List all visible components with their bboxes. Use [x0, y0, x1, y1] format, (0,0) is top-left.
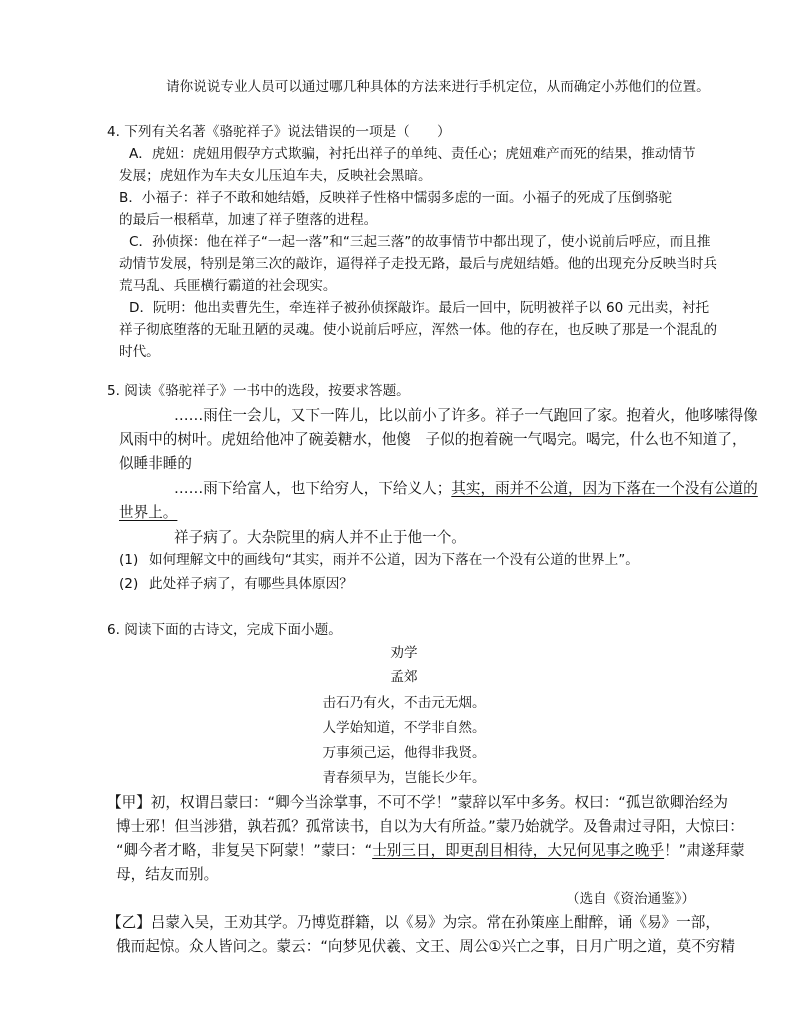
- q4-option-a-line2: 发展；虎妞作为车夫女儿压迫车夫，反映社会黑暗。: [119, 168, 432, 184]
- q5-subq1-number: (1): [119, 552, 139, 568]
- passage-jia-underlined: 士别三日，即更刮目相待，大兄何见事之晚乎: [372, 842, 665, 859]
- passage-jia-source: （选自《资治通鉴》）: [566, 891, 696, 907]
- q5-underlined-sentence-part2: 世界上。: [119, 504, 178, 521]
- passage-jia-line3-start: “卿今者才略，非复吴下阿蒙！”蒙曰：“: [116, 842, 373, 859]
- poem-verse-4: 青春须早为，岂能长少年。: [322, 770, 486, 786]
- passage-jia-line3: [116, 840, 745, 862]
- q5-passage-line1: ……雨住一会儿，又下一阵儿，比以前小了许多。祥子一气跑回了家。抱着火，他哆嗦得像: [174, 407, 758, 424]
- q5-passage-line3: 似睡非睡的: [119, 455, 192, 472]
- poem-title: 劝学: [390, 645, 418, 661]
- intro-question: 请你说说专业人员可以通过哪几种具体的方法来进行手机定位，从而确定小苏他们的位置。: [166, 79, 710, 95]
- q5-passage-line6: 祥子病了。大杂院里的病人并不止于他一个。: [174, 529, 466, 546]
- passage-jia-line1: 【甲】初，权谓吕蒙曰：“卿今当涂掌事，不可不学！”蒙辞以军中多务。权曰：“孤岂欲卿治经为: [107, 794, 729, 811]
- passage-yi-line2: 俄而起惊。众人皆问之。蒙云：“向梦见伏羲、文王、周公①兴亡之事，日月广明之道，莫不穷精: [116, 938, 735, 955]
- q4-option-c-line1: C．孙侦探：他在祥子“一起一落”和“三起三落”的故事情节中都出现了，使小说前后呼应，而且推: [129, 234, 711, 250]
- q4-option-c-line3: 荒马乱、兵匪横行霸道的社会现实。: [119, 278, 337, 294]
- q4-option-d-line3: 时代。: [119, 344, 160, 360]
- passage-jia-line2: 博士邪！但当涉猎，孰若孤？孤常读书，自以为大有所益。”蒙乃始就学。及鲁肃过寻阳，大惊曰：: [116, 818, 744, 835]
- q5-passage-line4: [174, 478, 758, 500]
- q4-option-c-line2: 动情节发展，特别是第三次的敲诈，逼得祥子走投无路，最后与虎妞结婚。他的出现充分反映当时兵: [119, 256, 718, 272]
- q5-passage-line2: 风雨中的树叶。虎妞给他冲了碗姜糖水，他傻 子似的抱着碗一气喝完。喝完，什么也不知道了，: [119, 431, 747, 448]
- q5-subq1: 如何理解文中的画线句“其实，雨并不公道，因为下落在一个没有公道的世界上”。: [149, 552, 639, 568]
- poem-verse-2: 人学始知道，不学非自然。: [322, 720, 486, 736]
- q4-option-d-line1: D．阮明：他出卖曹先生，牵连祥子被孙侦探敲诈。最后一回中，阮明被祥子以 60 元出卖，衬托: [129, 300, 710, 316]
- passage-jia-line3-end: ！”肃遂拜蒙: [664, 842, 745, 859]
- q5-subq2: 此处祥子病了，有哪些具体原因？: [149, 576, 353, 592]
- q5-stem: 5. 阅读《骆驼祥子》一书中的选段，按要求答题。: [107, 383, 410, 399]
- poem-verse-3: 万事须己运，他得非我贤。: [322, 745, 486, 761]
- q4-option-b-line1: B．小福子：祥子不敢和她结婚，反映祥子性格中懦弱多虑的一面。小福子的死成了压倒骆驼: [119, 190, 673, 206]
- poem-verse-1: 击石乃有火，不击元无烟。: [322, 695, 486, 711]
- q5-subq2-number: (2): [119, 576, 139, 592]
- q6-stem: 6. 阅读下面的古诗文，完成下面小题。: [107, 622, 342, 638]
- q4-option-b-line2: 的最后一根稻草，加速了祥子堕落的进程。: [119, 212, 378, 228]
- q4-option-a-line1: A．虎妞：虎妞用假孕方式欺骗，衬托出祥子的单纯、责任心；虎妞难产而死的结果，推动情节: [129, 146, 696, 162]
- q4-stem: 4. 下列有关名著《骆驼祥子》说法错误的一项是（ ）: [107, 124, 451, 140]
- q4-option-d-line2: 祥子彻底堕落的无耻丑陋的灵魂。使小说前后呼应，浑然一体。他的存在，也反映了那是一个混乱的: [119, 322, 718, 338]
- passage-yi-line1: 【乙】吕蒙入吴，王劝其学。乃博览群籍，以《易》为宗。常在孙策座上酣醉，诵《易》一部，: [107, 914, 720, 931]
- passage-jia-line4: 母，结友而别。: [116, 866, 219, 883]
- q5-passage-line4-plain: ……雨下给富人，也下给穷人，下给义人；: [174, 480, 452, 497]
- q5-underlined-sentence-part1: 其实，雨并不公道，因为下落在一个没有公道的: [451, 480, 758, 497]
- poem-author: 孟郊: [390, 669, 418, 685]
